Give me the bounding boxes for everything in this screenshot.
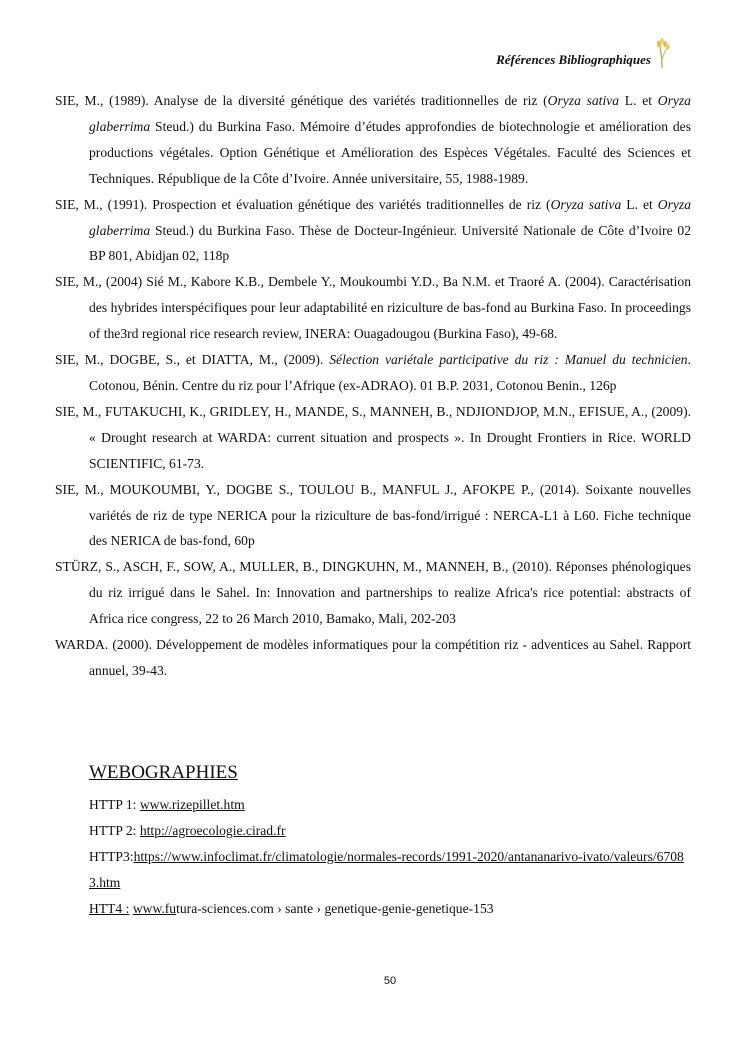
- bibliography-list: [55, 88, 691, 684]
- reference-entry: SIE, M., MOUKOUMBI, Y., DOGBE S., TOULOU B., MANFUL J., AFOKPE P., (2014). Soixante nouvelles variétés de riz de type NERICA pour la riziculture de bas-fond/irrigué : NERCA-L1 à L60. Fiche technique des NERICA de bas-fond, 60p: [55, 481, 691, 549]
- web-entry-4: HTT4 : www.futura-sciences.com › sante › genetique-genie-genetique-153: [89, 900, 494, 916]
- web-link-1[interactable]: www.rizepillet.htm: [139, 797, 245, 812]
- web-link-4[interactable]: www.fu: [132, 900, 177, 916]
- header-title: Références Bibliographiques: [496, 52, 651, 67]
- web-entry-3: HTTP3:https://www.infoclimat.fr/climatologie/normales-records/1991-2020/antananarivo-ivato/valeurs/67083.htm: [89, 848, 684, 890]
- rice-plant-icon: [653, 38, 671, 68]
- webographies-section: [89, 760, 689, 922]
- web-entry-1: HTTP 1: www.rizepillet.htm: [89, 797, 245, 812]
- reference-entry: SIE, M., DOGBE, S., et DIATTA, M., (2009). Sélection variétale participative du riz : Manuel du technicien. Cotonou, Bénin. Centre du riz pour l’Afrique (ex-ADRAO). 01 B.P. 2031, Cotonou Benin., 126p: [55, 352, 691, 393]
- page-number: 50: [383, 975, 397, 987]
- webographies-title: WEBOGRAPHIES: [89, 762, 238, 783]
- running-header: [496, 52, 671, 68]
- reference-entry: SIE, M., (2004) Sié M., Kabore K.B., Dembele Y., Moukoumbi Y.D., Ba N.M. et Traoré A. (2004). Caractérisation des hybrides interspécifiques pour leur adaptabilité en riziculture de bas-fond au Burkina Faso. In proceedings of the3rd regional rice research review, INERA: Ouagadougou (Burkina Faso), 49-68.: [55, 274, 691, 342]
- web-link-2[interactable]: http://agroecologie.cirad.fr: [139, 822, 286, 838]
- reference-entry: WARDA. (2000). Développement de modèles informatiques pour la compétition riz - adventices au Sahel. Rapport annuel, 39-43.: [55, 637, 691, 678]
- reference-entry: STÜRZ, S., ASCH, F., SOW, A., MULLER, B., DINGKUHN, M., MANNEH, B., (2010). Réponses phénologiques du riz irrigué dans le Sahel. In: Innovation and partnerships to realize Africa's rice potential: abstracts of Africa rice congress, 22 to 26 March 2010, Bamako, Mali, 202-203: [55, 559, 691, 627]
- web-link-3[interactable]: https://www.infoclimat.fr/climatologie/normales-records/1991-2020/antananarivo-ivato/valeurs/67083.htm: [89, 848, 684, 890]
- reference-entry: SIE, M., (1991). Prospection et évaluation génétique des variétés traditionnelles de riz (Oryza sativa L. et Oryza glaberrima Steud.) du Burkina Faso. Thèse de Docteur-Ingénieur. Université Nationale de Côte d’Ivoire 02 BP 801, Abidjan 02, 118p: [55, 196, 691, 264]
- web-entry-2: HTTP 2: http://agroecologie.cirad.fr: [89, 822, 286, 838]
- reference-entry: SIE, M., FUTAKUCHI, K., GRIDLEY, H., MANDE, S., MANNEH, B., NDJIONDJOP, M.N., EFISUE, A., (2009). « Drought research at WARDA: current situation and prospects ». In Drought Frontiers in Rice. WORLD SCIENTIFIC, 61-73.: [55, 403, 691, 471]
- reference-entry: SIE, M., (1989). Analyse de la diversité génétique des variétés traditionnelles de riz (Oryza sativa L. et Oryza glaberrima Steud.) du Burkina Faso. Mémoire d’études approfondies de biotechnologie et amélioration des productions végétales. Option Génétique et Amélioration des Espèces Végétales. Faculté des Sciences et Techniques. République de la Côte d’Ivoire. Année universitaire, 55, 1988-1989.: [55, 93, 691, 186]
